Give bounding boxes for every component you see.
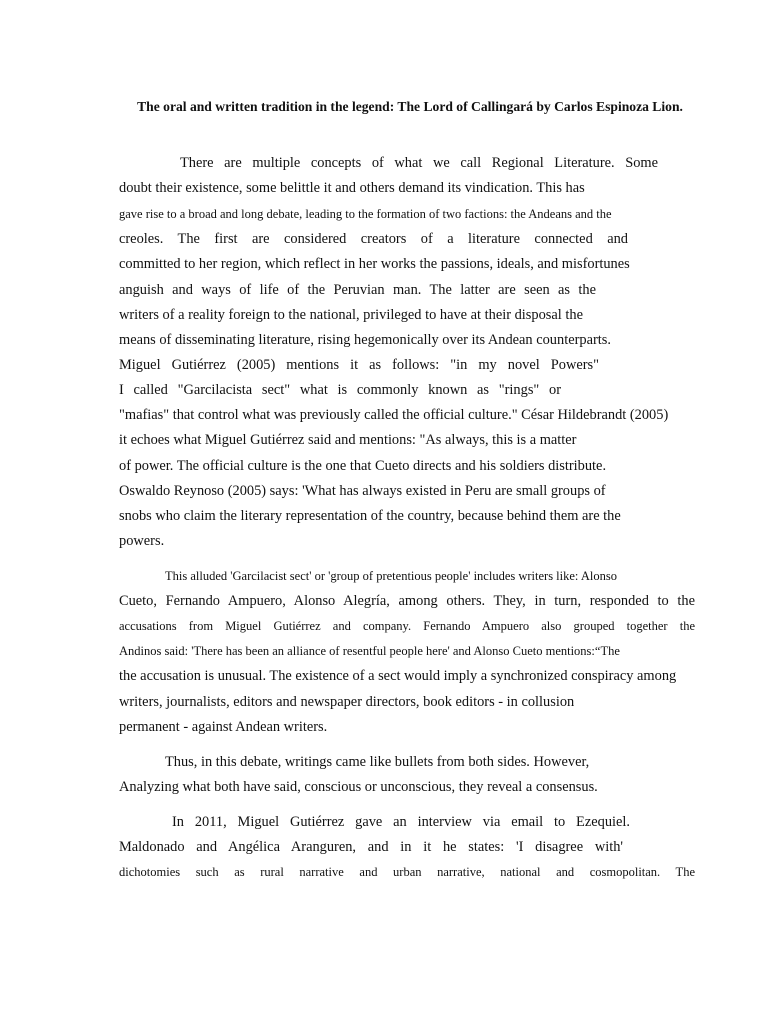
text-line: snobs who claim the literary representation of the country, because behind them are the xyxy=(119,508,621,524)
text-line: In 2011, Miguel Gutiérrez gave an interview via email to Ezequiel. xyxy=(172,814,630,830)
text-line: I called "Garcilacista sect" what is commonly known as "rings" or xyxy=(119,382,561,398)
text-line: committed to her region, which reflect in her works the passions, ideals, and misfortunes xyxy=(119,256,630,272)
text-line: anguish and ways of life of the Peruvian man. The latter are seen as the xyxy=(119,282,596,298)
text-line: writers of a reality foreign to the national, privileged to have at their disposal the xyxy=(119,307,583,323)
text-line: permanent - against Andean writers. xyxy=(119,719,328,735)
text-line: dichotomies such as rural narrative and urban narrative, national and cosmopolitan. The xyxy=(119,865,695,879)
document-title: The oral and written tradition in the legend: The Lord of Callingará by Carlos Espinoza Lion. xyxy=(137,99,683,114)
text-line: gave rise to a broad and long debate, leading to the formation of two factions: the Andeans and the xyxy=(119,207,612,221)
text-line: means of disseminating literature, rising hegemonically over its Andean counterparts. xyxy=(119,332,611,348)
text-line: Thus, in this debate, writings came like bullets from both sides. However, xyxy=(165,754,590,770)
text-line: powers. xyxy=(119,533,165,549)
text-line: Miguel Gutiérrez (2005) mentions it as follows: "in my novel Powers" xyxy=(119,357,599,373)
text-line: Analyzing what both have said, conscious or unconscious, they reveal a consensus. xyxy=(119,779,598,795)
text-line: There are multiple concepts of what we call Regional Literature. Some xyxy=(180,155,658,171)
text-line: Andinos said: 'There has been an alliance of resentful people here' and Alonso Cueto mentions:“The xyxy=(119,644,620,658)
text-line: Cueto, Fernando Ampuero, Alonso Alegría, among others. They, in turn, responded to the xyxy=(119,593,695,609)
text-line: of power. The official culture is the one that Cueto directs and his soldiers distribute. xyxy=(119,458,607,474)
text-line: Oswaldo Reynoso (2005) says: 'What has always existed in Peru are small groups of xyxy=(119,483,606,499)
text-line: creoles. The first are considered creators of a literature connected and xyxy=(119,231,628,247)
text-line: Maldonado and Angélica Aranguren, and in it he states: 'I disagree with' xyxy=(119,839,623,855)
text-line: doubt their existence, some belittle it and others demand its vindication. This has xyxy=(119,180,585,196)
text-line: "mafias" that control what was previously called the official culture." César Hildebrandt (2005) xyxy=(119,407,669,423)
text-line: accusations from Miguel Gutiérrez and company. Fernando Ampuero also grouped together the xyxy=(119,619,695,633)
text-line: it echoes what Miguel Gutiérrez said and mentions: "As always, this is a matter xyxy=(119,432,577,448)
text-line: writers, journalists, editors and newspaper directors, book editors - in collusion xyxy=(119,694,575,710)
text-line: the accusation is unusual. The existence of a sect would imply a synchronized conspiracy among xyxy=(119,668,677,684)
text-line: This alluded 'Garcilacist sect' or 'group of pretentious people' includes writers like: Alonso xyxy=(165,569,617,583)
